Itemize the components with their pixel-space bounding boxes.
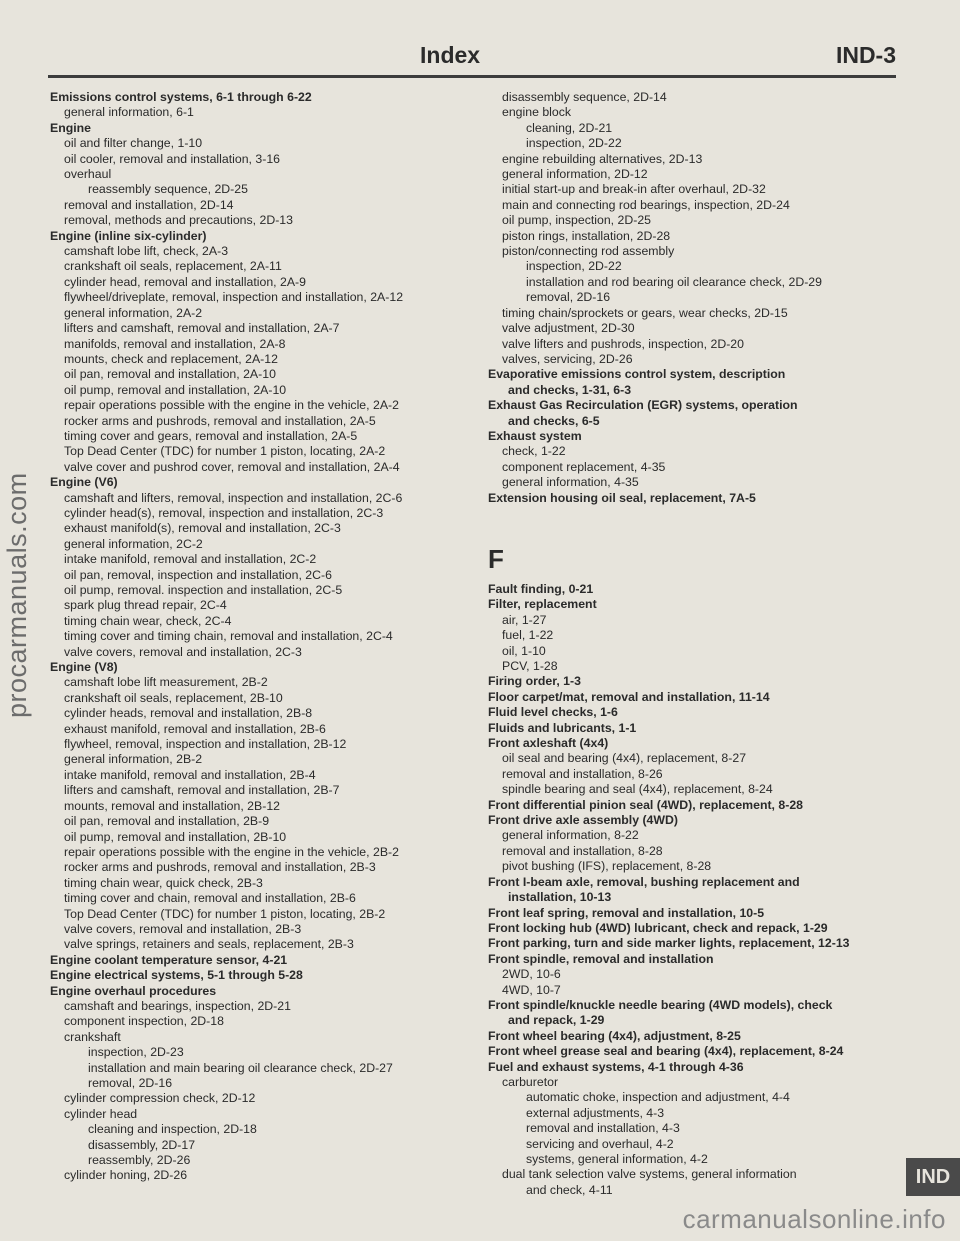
index-heading: Engine electrical systems, 5-1 through 5-28: [50, 968, 303, 983]
index-entry: rocker arms and pushrods, removal and installation, 2A-5: [64, 413, 376, 428]
index-entry: timing cover and timing chain, removal and installation, 2C-4: [64, 629, 393, 644]
index-entry: camshaft and lifters, removal, inspection and installation, 2C-6: [64, 490, 403, 505]
index-entry: cylinder heads, removal and installation, 2B-8: [64, 706, 313, 721]
page-header: [0, 40, 960, 70]
index-entry: servicing and overhaul, 4-2: [526, 1136, 674, 1151]
index-entry: reassembly, 2D-26: [88, 1153, 191, 1168]
index-entry: PCV, 1-28: [502, 659, 558, 673]
index-entry: cylinder head(s), removal, inspection and installation, 2C-3: [64, 505, 384, 520]
index-entry: Top Dead Center (TDC) for number 1 piston, locating, 2A-2: [64, 444, 386, 459]
index-entry: oil pan, removal, inspection and installation, 2C-6: [64, 567, 332, 582]
index-entry: piston rings, installation, 2D-28: [502, 228, 671, 243]
index-entry: oil pan, removal and installation, 2A-10: [64, 367, 276, 382]
index-entry: removal, methods and precautions, 2D-13: [64, 213, 293, 228]
page-title: Index: [420, 42, 481, 68]
index-entry: exhaust manifold(s), removal and installation, 2C-3: [64, 521, 341, 536]
header-rule: [48, 75, 896, 78]
index-entry: intake manifold, removal and installation, 2B-4: [64, 767, 316, 782]
index-entry: spark plug thread repair, 2C-4: [64, 598, 227, 613]
index-entry: systems, general information, 4-2: [526, 1152, 708, 1166]
index-entry: disassembly sequence, 2D-14: [502, 90, 667, 104]
index-heading: Extension housing oil seal, replacement, 7A-5: [488, 490, 756, 505]
index-entry: oil pump, inspection, 2D-25: [502, 213, 652, 228]
index-entry: check, 1-22: [502, 444, 566, 459]
index-entry: removal and installation, 2D-14: [64, 197, 234, 212]
index-heading: Front parking, turn and side marker lights, replacement, 12-13: [488, 936, 850, 951]
index-entry: inspection, 2D-23: [88, 1045, 184, 1060]
side-watermark: procarmanuals.com: [2, 472, 32, 718]
index-heading: Floor carpet/mat, removal and installation, 11-14: [488, 689, 770, 704]
index-entry: disassembly, 2D-17: [88, 1137, 196, 1152]
index-heading: Engine (V6): [50, 475, 118, 490]
index-entry: camshaft and bearings, inspection, 2D-21: [64, 998, 291, 1013]
index-entry: initial start-up and break-in after overhaul, 2D-32: [502, 182, 766, 197]
index-entry: overhaul: [64, 167, 112, 182]
index-column-right: [488, 90, 898, 1198]
index-heading: Fluid level checks, 1-6: [488, 705, 618, 720]
index-entry: intake manifold, removal and installation, 2C-2: [64, 552, 317, 567]
index-entry: valve lifters and pushrods, inspection, 2D-20: [502, 336, 744, 351]
index-entry: piston/connecting rod assembly: [502, 244, 675, 259]
index-heading: Front differential pinion seal (4WD), replacement, 8-28: [488, 797, 803, 812]
index-entry: cylinder head: [64, 1106, 138, 1121]
index-heading: Front I-beam axle, removal, bushing replacement and: [488, 874, 800, 889]
index-heading: Front axleshaft (4x4): [488, 736, 609, 751]
page-number: IND-3: [835, 42, 896, 68]
index-entry: rocker arms and pushrods, removal and installation, 2B-3: [64, 860, 376, 875]
index-heading: Front wheel grease seal and bearing (4x4), replacement, 8-24: [488, 1044, 844, 1059]
index-entry: manifolds, removal and installation, 2A-8: [64, 336, 286, 351]
index-heading: and repack, 1-29: [508, 1013, 605, 1028]
index-entry: timing chain wear, quick check, 2B-3: [64, 875, 263, 890]
index-entry: installation and rod bearing oil clearance check, 2D-29: [526, 274, 822, 289]
index-entry: general information, 2C-2: [64, 536, 203, 551]
index-entry: cylinder honing, 2D-26: [64, 1168, 188, 1183]
index-entry: camshaft lobe lift, check, 2A-3: [64, 244, 229, 259]
index-column-left: [50, 90, 460, 1184]
index-entry: valve covers, removal and installation, 2C-3: [64, 644, 302, 659]
index-entry: 2WD, 10-6: [502, 967, 561, 982]
index-entry: reassembly sequence, 2D-25: [88, 182, 248, 197]
index-entry: fuel, 1-22: [502, 628, 554, 643]
index-entry: external adjustments, 4-3: [526, 1105, 665, 1120]
index-heading: Filter, replacement: [488, 597, 597, 612]
index-heading: and checks, 6-5: [508, 413, 600, 428]
index-entry: timing cover and gears, removal and installation, 2A-5: [64, 428, 358, 443]
index-entry: engine block: [502, 105, 572, 120]
index-entry: oil pan, removal and installation, 2B-9: [64, 814, 270, 829]
index-heading: Front wheel bearing (4x4), adjustment, 8-25: [488, 1028, 741, 1043]
index-entry: carburetor: [502, 1074, 559, 1089]
index-heading: Engine: [50, 120, 91, 135]
index-entry: crankshaft oil seals, replacement, 2B-10: [64, 690, 283, 705]
index-entry: cylinder head, removal and installation, 2A-9: [64, 274, 306, 289]
index-entry: engine rebuilding alternatives, 2D-13: [502, 151, 703, 166]
index-entry: exhaust manifold, removal and installation, 2B-6: [64, 721, 326, 736]
index-entry: oil and filter change, 1-10: [64, 136, 203, 151]
index-heading: Front locking hub (4WD) lubricant, check and repack, 1-29: [488, 920, 828, 935]
index-entry: crankshaft: [64, 1029, 121, 1044]
index-entry: timing chain/sprockets or gears, wear checks, 2D-15: [502, 305, 788, 320]
index-heading: Front spindle, removal and installation: [488, 951, 714, 966]
index-heading: Emissions control systems, 6-1 through 6-22: [50, 90, 312, 104]
index-heading: Firing order, 1-3: [488, 674, 581, 689]
index-entry: inspection, 2D-22: [526, 259, 622, 274]
index-entry: timing cover and chain, removal and installation, 2B-6: [64, 891, 356, 906]
index-entry: 4WD, 10-7: [502, 982, 561, 997]
index-entry: lifters and camshaft, removal and installation, 2A-7: [64, 321, 340, 336]
index-entry: Top Dead Center (TDC) for number 1 piston, locating, 2B-2: [64, 906, 386, 921]
index-entry: general information, 2B-2: [64, 752, 203, 767]
index-entry: component replacement, 4-35: [502, 459, 666, 474]
index-entry: camshaft lobe lift measurement, 2B-2: [64, 675, 268, 690]
index-entry: timing chain wear, check, 2C-4: [64, 613, 232, 628]
index-entry: dual tank selection valve systems, general information: [502, 1167, 797, 1182]
index-heading: Engine (V8): [50, 660, 118, 675]
index-entry: repair operations possible with the engine in the vehicle, 2A-2: [64, 398, 399, 413]
index-entry: main and connecting rod bearings, inspection, 2D-24: [502, 197, 790, 212]
index-entry: valve cover and pushrod cover, removal and installation, 2A-4: [64, 459, 400, 474]
index-entry: general information, 8-22: [502, 828, 639, 843]
index-entry: valve covers, removal and installation, 2B-3: [64, 921, 302, 936]
index-entry: valves, servicing, 2D-26: [502, 351, 633, 366]
index-entry: flywheel/driveplate, removal, inspection and installation, 2A-12: [64, 290, 404, 305]
index-entry: removal, 2D-16: [526, 290, 611, 305]
index-heading: Engine overhaul procedures: [50, 983, 217, 998]
index-entry: removal and installation, 8-26: [502, 766, 663, 781]
index-entry: oil cooler, removal and installation, 3-16: [64, 151, 280, 166]
index-entry: repair operations possible with the engine in the vehicle, 2B-2: [64, 844, 399, 859]
index-heading: Exhaust Gas Recirculation (EGR) systems, operation: [488, 398, 798, 413]
index-heading: installation, 10-13: [508, 890, 612, 905]
index-entry: oil, 1-10: [502, 643, 546, 658]
index-entry: general information, 2A-2: [64, 305, 203, 320]
index-entry: oil pump, removal. inspection and installation, 2C-5: [64, 583, 343, 597]
index-entry: oil pump, removal and installation, 2B-10: [64, 829, 287, 844]
section-tab: IND: [906, 1158, 960, 1196]
index-entry: valve adjustment, 2D-30: [502, 321, 635, 336]
index-entry: automatic choke, inspection and adjustment, 4-4: [526, 1090, 790, 1105]
index-entry: removal, 2D-16: [88, 1076, 173, 1090]
bottom-watermark: carmanualsonline.info: [682, 1204, 946, 1234]
index-entry: valve springs, retainers and seals, replacement, 2B-3: [64, 937, 354, 952]
index-entry: air, 1-27: [502, 612, 547, 627]
index-heading: Evaporative emissions control system, description: [488, 367, 786, 382]
index-entry: installation and main bearing oil clearance check, 2D-27: [88, 1060, 393, 1075]
index-entry: removal and installation, 4-3: [526, 1121, 680, 1136]
index-entry: mounts, removal and installation, 2B-12: [64, 798, 280, 813]
section-letter-f: F: [488, 543, 504, 574]
index-heading: Fuel and exhaust systems, 4-1 through 4-36: [488, 1059, 744, 1074]
index-heading: Fault finding, 0-21: [488, 581, 594, 596]
index-entry: cylinder compression check, 2D-12: [64, 1091, 256, 1106]
index-entry: cleaning, 2D-21: [526, 120, 613, 135]
index-heading: Fluids and lubricants, 1-1: [488, 720, 637, 735]
index-entry: cleaning and inspection, 2D-18: [88, 1122, 257, 1137]
index-entry: flywheel, removal, inspection and installation, 2B-12: [64, 737, 347, 752]
index-entry: crankshaft oil seals, replacement, 2A-11: [64, 259, 282, 274]
index-entry: removal and installation, 8-28: [502, 843, 663, 858]
index-heading: Engine coolant temperature sensor, 4-21: [50, 952, 288, 967]
index-heading: Front leaf spring, removal and installation, 10-5: [488, 905, 765, 920]
index-group-f: [488, 582, 898, 1198]
index-entry: spindle bearing and seal (4x4), replacement, 8-24: [502, 782, 773, 797]
index-entry: lifters and camshaft, removal and installation, 2B-7: [64, 783, 340, 798]
index-entry: and check, 4-11: [526, 1182, 613, 1197]
index-entry: general information, 6-1: [64, 105, 194, 120]
index-heading: Engine (inline six-cylinder): [50, 228, 207, 243]
index-heading: Exhaust system: [488, 428, 582, 443]
index-heading: and checks, 1-31, 6-3: [508, 382, 632, 397]
index-heading: Front drive axle assembly (4WD): [488, 813, 678, 828]
index-entry: oil seal and bearing (4x4), replacement, 8-27: [502, 751, 747, 766]
index-entry: inspection, 2D-22: [526, 136, 622, 151]
index-entry: general information, 4-35: [502, 475, 639, 490]
index-entry: oil pump, removal and installation, 2A-10: [64, 382, 287, 397]
index-entry: mounts, check and replacement, 2A-12: [64, 351, 278, 366]
index-entry: pivot bushing (IFS), replacement, 8-28: [502, 859, 712, 874]
index-heading: Front spindle/knuckle needle bearing (4WD models), check: [488, 997, 833, 1012]
index-group-e-continued: [488, 90, 898, 506]
index-entry: component inspection, 2D-18: [64, 1014, 224, 1029]
index-entry: general information, 2D-12: [502, 167, 648, 182]
